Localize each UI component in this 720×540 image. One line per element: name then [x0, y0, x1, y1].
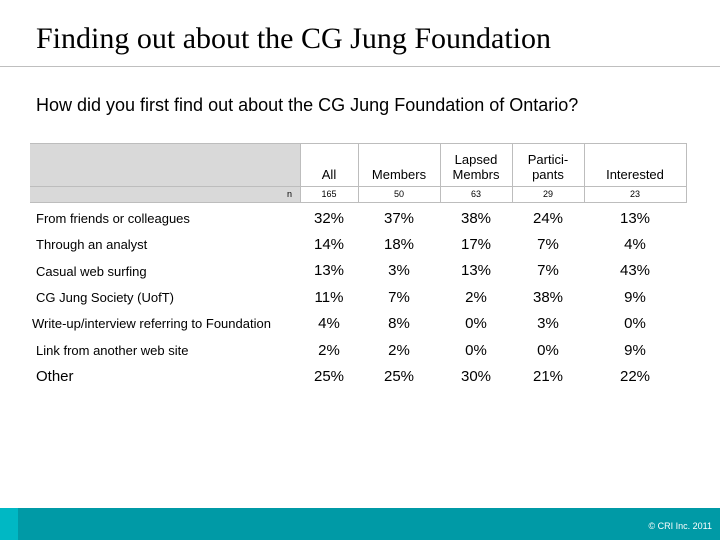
grid-line	[30, 202, 687, 203]
table-cell: 0%	[465, 315, 487, 332]
table-cell: 0%	[465, 342, 487, 359]
table-cell: 21%	[532, 368, 564, 385]
row-label: CG Jung Society (UofT)	[36, 290, 174, 305]
table-cell: 2%	[465, 289, 487, 306]
table-cell: 38%	[460, 210, 492, 227]
table-cell: 3%	[388, 262, 410, 279]
table-cell: 4%	[318, 315, 340, 332]
table-cell: 38%	[532, 289, 564, 306]
row-label: From friends or colleagues	[36, 211, 190, 226]
row-label: Link from another web site	[36, 343, 189, 358]
title-divider	[0, 66, 720, 67]
table-cell: 13%	[460, 262, 492, 279]
table-cell: 7%	[537, 236, 559, 253]
table-cell: 0%	[624, 315, 646, 332]
n-value-interested: 23	[629, 189, 640, 199]
table-cell: 2%	[388, 342, 410, 359]
table-cell: 0%	[537, 342, 559, 359]
column-header-members: Members	[371, 167, 427, 182]
row-label: Through an analyst	[36, 237, 148, 252]
header-band	[30, 143, 300, 186]
column-header-participants: Partici- pants	[527, 152, 569, 182]
n-value-members: 50	[393, 189, 404, 199]
table-cell: 17%	[460, 236, 492, 253]
table-cell: 24%	[532, 210, 564, 227]
column-header-all: All	[321, 167, 337, 182]
table-cell: 43%	[619, 262, 651, 279]
footer-accent	[0, 508, 18, 540]
table-cell: 9%	[624, 289, 646, 306]
table-cell: 18%	[383, 236, 415, 253]
footer-bar	[0, 508, 720, 540]
row-label: Casual web surfing	[36, 264, 147, 279]
table-cell: 14%	[313, 236, 345, 253]
table-cell: 2%	[318, 342, 340, 359]
n-label: n	[286, 189, 292, 199]
table-cell: 11%	[314, 289, 344, 306]
copyright-notice: © CRI Inc. 2011	[648, 521, 712, 531]
table-cell: 8%	[388, 315, 410, 332]
table-cell: 7%	[537, 262, 559, 279]
table-cell: 25%	[383, 368, 415, 385]
n-value-all: 165	[321, 189, 337, 199]
row-label: Write-up/interview referring to Foundation	[32, 316, 271, 331]
table-cell: 13%	[313, 262, 345, 279]
n-value-lapsed: 63	[470, 189, 481, 199]
slide-title: Finding out about the CG Jung Foundation	[36, 22, 552, 55]
table-cell: 13%	[619, 210, 651, 227]
table-cell: 7%	[388, 289, 410, 306]
table-cell: 25%	[313, 368, 345, 385]
n-value-participants: 29	[542, 189, 553, 199]
table-cell: 37%	[383, 210, 415, 227]
column-header-interested: Interested	[606, 167, 664, 182]
survey-question: How did you first find out about the CG Jung Foundation of Ontario?	[36, 95, 579, 115]
table-cell: 30%	[460, 368, 492, 385]
table-cell: 3%	[537, 315, 559, 332]
table-cell: 22%	[619, 368, 651, 385]
table-cell: 32%	[313, 210, 345, 227]
grid-line	[686, 143, 687, 202]
row-label: Other	[36, 368, 74, 385]
table-cell: 4%	[624, 236, 646, 253]
column-header-lapsed-members: Lapsed Membrs	[452, 152, 500, 182]
table-cell: 9%	[624, 342, 646, 359]
